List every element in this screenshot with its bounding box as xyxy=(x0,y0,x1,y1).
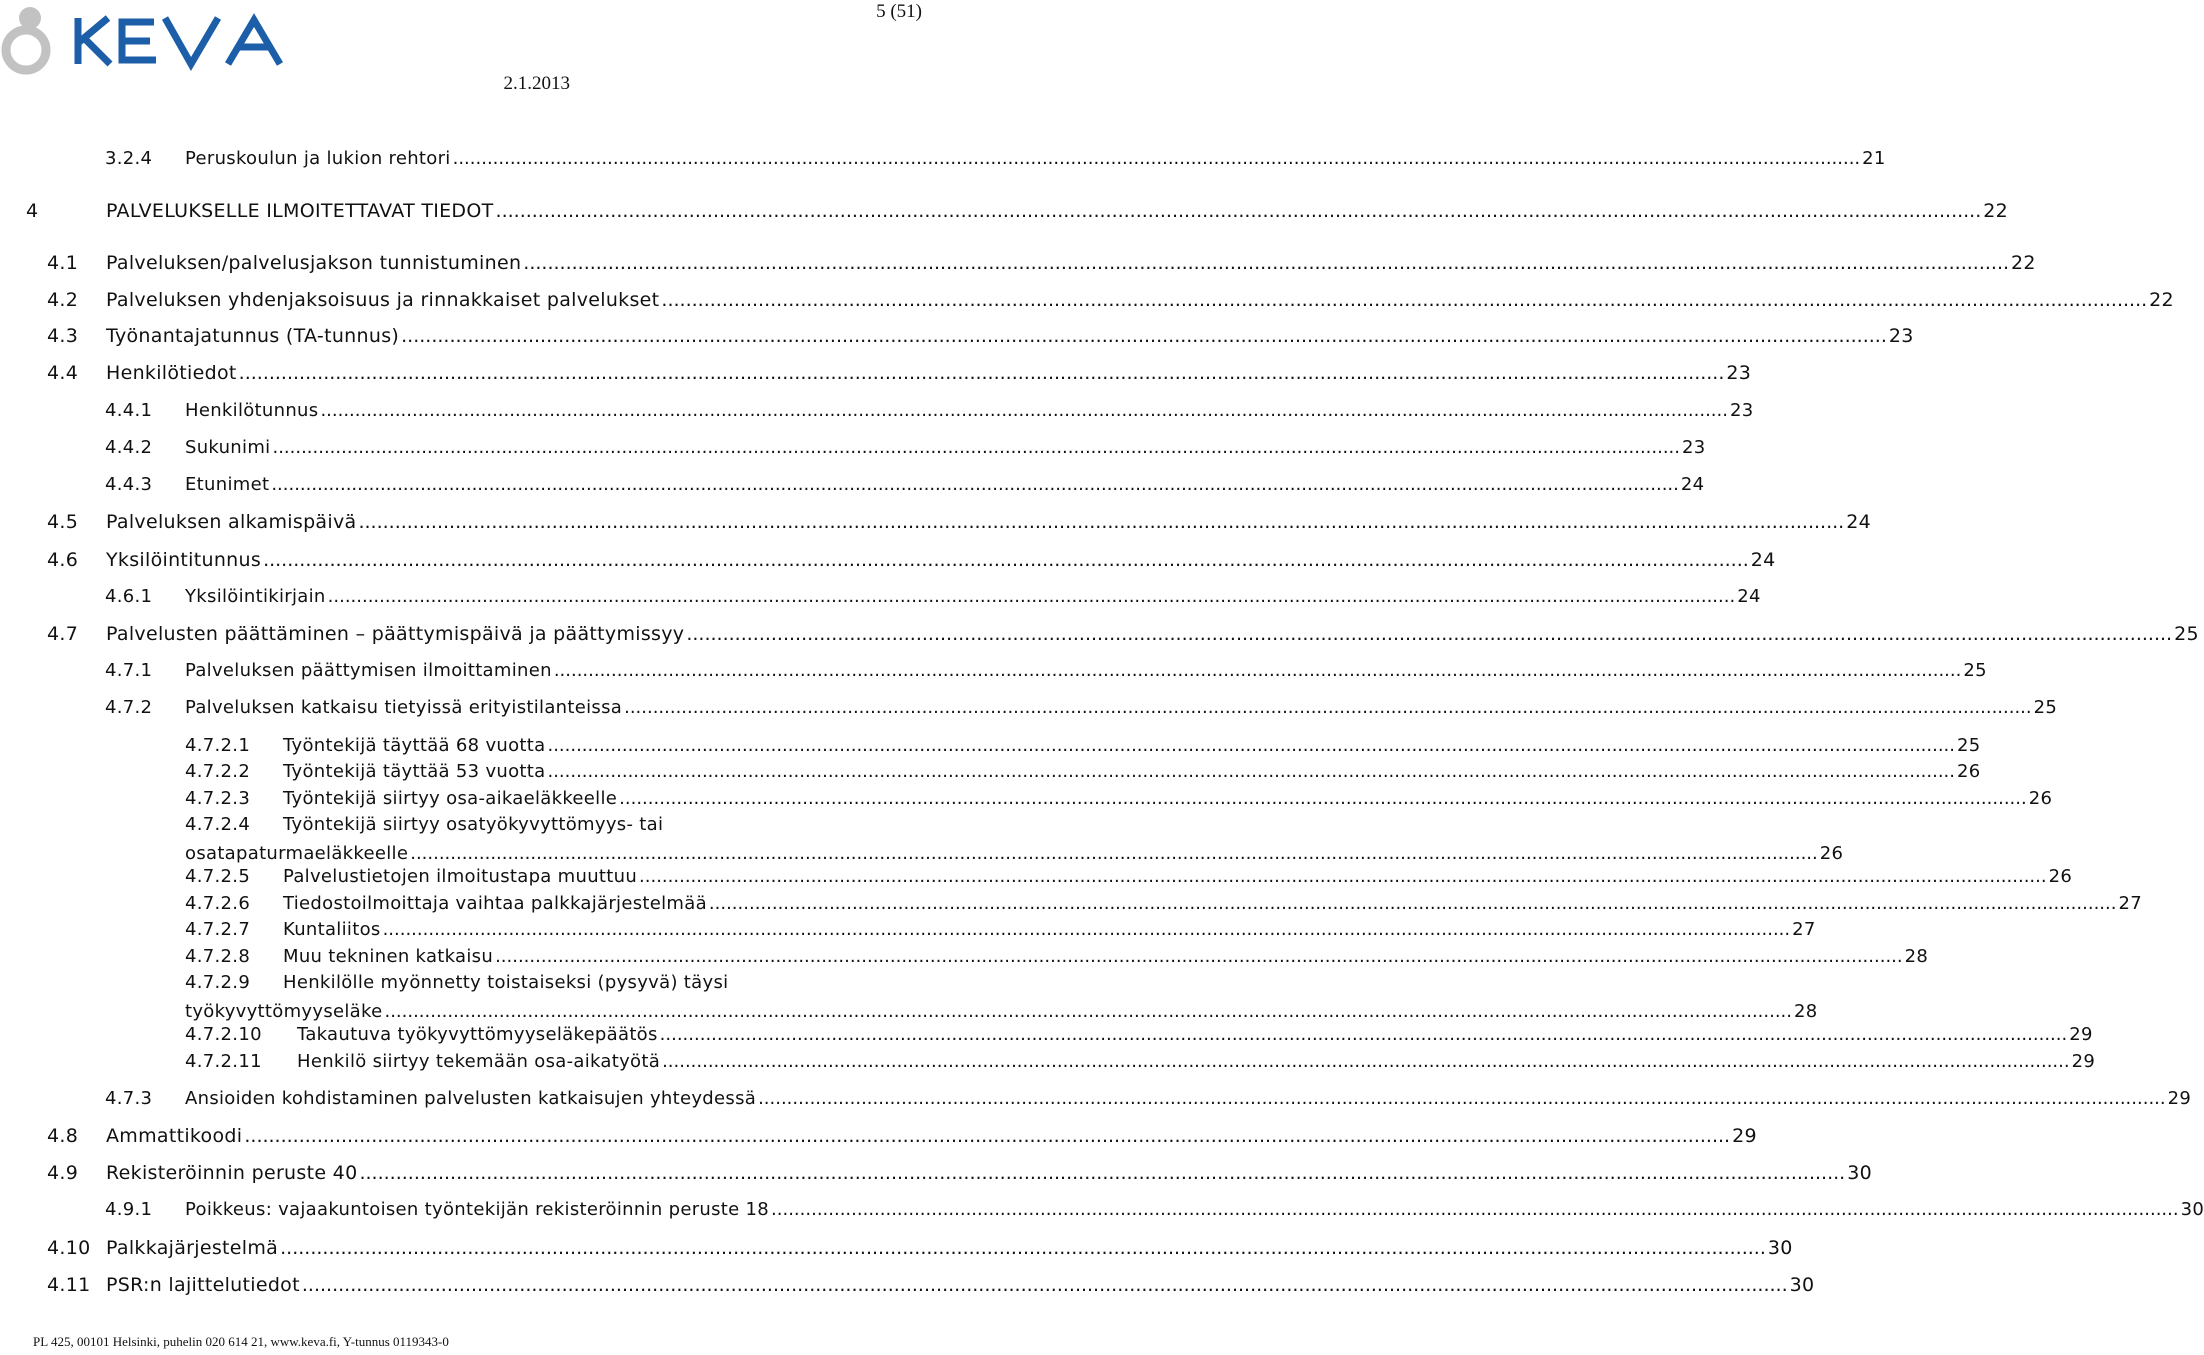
toc-entry xyxy=(185,735,1981,756)
toc-entry-line xyxy=(185,1199,2204,1220)
toc-entry-title: Poikkeus: vajaakuntoisen työntekijän rekisteröinnin peruste 18 xyxy=(185,1199,770,1220)
toc-entry-number: 4.6.1 xyxy=(105,586,153,607)
toc-entry-page: 25 xyxy=(2033,697,2058,718)
toc-entry-body xyxy=(106,252,2036,274)
toc-entry-body xyxy=(106,1125,1757,1147)
toc-entry xyxy=(47,252,2036,274)
toc-entry-number: 4.4.3 xyxy=(105,474,153,495)
toc-leader-dots xyxy=(271,474,1679,495)
toc-entry xyxy=(105,400,1754,421)
toc-entry-number: 4.1 xyxy=(47,252,79,274)
toc-leader-dots xyxy=(263,549,1749,571)
toc-entry-page: 26 xyxy=(1819,843,1844,864)
toc-entry-page: 28 xyxy=(1794,1001,1818,1022)
toc-entry-body xyxy=(185,1088,2192,1109)
toc-leader-dots xyxy=(272,437,1680,458)
page-number: 5 (51) xyxy=(876,1,922,22)
toc-entry-page: 25 xyxy=(1963,660,1987,681)
toc-entry-body xyxy=(106,289,2174,311)
toc-entry-page: 22 xyxy=(2011,252,2036,274)
toc-entry-number: 4.7.1 xyxy=(105,660,153,681)
toc-entry-body xyxy=(283,788,2053,809)
toc-entry xyxy=(105,474,1705,495)
toc-leader-dots xyxy=(496,200,1982,222)
toc-entry-body xyxy=(185,474,1705,495)
toc-entry-page: 27 xyxy=(1792,919,1816,940)
toc-entry-title: PSR:n lajittelutiedot xyxy=(106,1274,300,1296)
toc-entry-title-continued: osatapaturmaeläkkeelle xyxy=(185,843,409,864)
toc-entry-title: Työntekijä täyttää 68 vuotta xyxy=(283,735,546,756)
toc-entry-body xyxy=(283,919,1816,940)
toc-entry-page: 24 xyxy=(1846,511,1871,533)
toc-entry-body xyxy=(185,660,1987,681)
toc-entry-title-continued: työkyvyttömyyseläke xyxy=(185,1001,383,1022)
toc-entry-page: 26 xyxy=(2048,866,2073,887)
toc-entry-number: 4.7.2.2 xyxy=(185,761,251,782)
toc-entry-line xyxy=(283,893,2142,914)
toc-entry-line xyxy=(106,252,2036,274)
toc-entry-number: 4.7.2.8 xyxy=(185,946,251,967)
toc-entry-page: 30 xyxy=(1847,1162,1872,1184)
toc-entry-page: 23 xyxy=(1888,325,1914,347)
toc-entry-title: Palveluksen päättymisen ilmoittaminen xyxy=(185,660,552,681)
toc-entry-title: Henkilölle myönnetty toistaiseksi (pysyvä) täysi xyxy=(283,972,729,993)
toc-entry-body xyxy=(185,586,1761,607)
toc-entry xyxy=(185,893,2142,914)
toc-entry-title: Tiedostoilmoittaja vaihtaa palkkajärjestelmää xyxy=(283,893,707,914)
toc-entry-body xyxy=(185,437,1706,458)
toc-entry-page: 25 xyxy=(2174,623,2199,645)
toc-entry-number: 4.4.2 xyxy=(105,437,153,458)
toc-entry-number: 4.7.2.7 xyxy=(185,919,251,940)
toc-entry-body xyxy=(185,148,1886,169)
toc-entry-title: PALVELUKSELLE ILMOITETTAVAT TIEDOT xyxy=(106,200,494,222)
toc-entry-page: 28 xyxy=(1904,946,1929,967)
toc-entry-number: 4.7.2.11 xyxy=(185,1051,262,1072)
toc-entry-line2 xyxy=(185,843,1844,864)
toc-entry-number: 4.9 xyxy=(47,1162,79,1184)
toc-entry-body xyxy=(106,623,2199,645)
toc-leader-dots xyxy=(410,843,1818,864)
toc-entry-line xyxy=(106,549,1776,571)
toc-entry-title: Sukunimi xyxy=(185,437,271,458)
toc-entry-page: 30 xyxy=(2180,1199,2204,1220)
toc-leader-dots xyxy=(401,325,1887,347)
toc-entry-body xyxy=(106,362,1752,384)
toc-entry-body xyxy=(106,200,2009,222)
toc-entry xyxy=(185,788,2053,809)
toc-entry-number: 4.7.2.9 xyxy=(185,972,251,993)
toc-entry-title: Ansioiden kohdistaminen palvelusten katkaisujen yhteydessä xyxy=(185,1088,757,1109)
toc-entry-page: 24 xyxy=(1750,549,1776,571)
toc-entry-number: 4.7.2.6 xyxy=(185,893,251,914)
toc-entry-body xyxy=(106,511,1871,533)
toc-entry-page: 26 xyxy=(1957,761,1981,782)
toc-entry-number: 4.4 xyxy=(47,362,79,384)
toc-entry-page: 29 xyxy=(2069,1024,2093,1045)
toc-entry-line xyxy=(185,1088,2192,1109)
toc-entry-title: Henkilötiedot xyxy=(106,362,237,384)
toc-entry-number: 3.2.4 xyxy=(105,148,153,169)
toc-entry-number: 4 xyxy=(26,200,39,222)
footer-contact: PL 425, 00101 Helsinki, puhelin 020 614 21, www.keva.fi, Y-tunnus 0119343-0 xyxy=(33,1334,449,1349)
toc-entry-page: 23 xyxy=(1726,362,1752,384)
toc-leader-dots xyxy=(302,1274,1788,1296)
toc-leader-dots xyxy=(639,866,2047,887)
toc-entry xyxy=(185,814,1844,864)
toc-entry-page: 27 xyxy=(2118,893,2142,914)
toc-entry-title: Palvelusten päättäminen – päättymispäivä ja päättymissyy xyxy=(106,623,685,645)
toc-entry xyxy=(105,660,1987,681)
document-date: 2.1.2013 xyxy=(503,73,570,94)
toc-leader-dots xyxy=(547,735,1955,756)
toc-entry-body xyxy=(185,697,2058,718)
toc-entry-line xyxy=(106,325,1914,347)
toc-leader-dots xyxy=(359,1162,1845,1184)
toc-entry-title: Henkilö siirtyy tekemään osa-aikatyötä xyxy=(297,1051,661,1072)
toc-entry-title: Peruskoulun ja lukion rehtori xyxy=(185,148,451,169)
toc-entry xyxy=(185,1024,2093,1045)
toc-leader-dots xyxy=(239,362,1725,384)
toc-entry xyxy=(47,325,1914,347)
toc-entry xyxy=(185,919,1816,940)
toc-entry-title: Palveluksen yhdenjaksoisuus ja rinnakkaiset palvelukset xyxy=(106,289,660,311)
toc-entry-number: 4.7.2 xyxy=(105,697,153,718)
toc-leader-dots xyxy=(244,1125,1730,1147)
toc-entry-number: 4.11 xyxy=(47,1274,91,1296)
toc-entry-body xyxy=(185,1199,2204,1220)
toc-entry xyxy=(185,972,1818,1022)
toc-entry-body xyxy=(106,1237,1793,1259)
toc-entry-number: 4.7 xyxy=(47,623,79,645)
toc-entry xyxy=(185,1051,2096,1072)
toc-entry-body xyxy=(297,1051,2096,1072)
toc-entry-line2 xyxy=(185,1001,1818,1022)
toc-entry-number: 4.6 xyxy=(47,549,79,571)
toc-entry-number: 4.3 xyxy=(47,325,79,347)
toc-entry-title: Palvelustietojen ilmoitustapa muuttuu xyxy=(283,866,638,887)
toc-entry-line xyxy=(185,437,1706,458)
toc-entry-line xyxy=(106,200,2009,222)
toc-entry xyxy=(105,697,2058,718)
toc-entry-number: 4.7.2.10 xyxy=(185,1024,262,1045)
toc-entry-title: Henkilötunnus xyxy=(185,400,319,421)
toc-entry-page: 30 xyxy=(1767,1237,1793,1259)
toc-entry-title: Yksilöintitunnus xyxy=(106,549,262,571)
toc-entry-page: 29 xyxy=(1732,1125,1757,1147)
toc-entry-line xyxy=(106,511,1871,533)
toc-entry-body xyxy=(185,400,1754,421)
toc-entry-line xyxy=(106,1274,1815,1296)
toc-entry-title: Työnantajatunnus (TA-tunnus) xyxy=(106,325,400,347)
toc-entry-number: 4.7.2.5 xyxy=(185,866,251,887)
toc-entry-line xyxy=(283,761,1981,782)
toc-entry-number: 4.10 xyxy=(47,1237,91,1259)
toc-entry xyxy=(185,866,2073,887)
toc-leader-dots xyxy=(624,697,2032,718)
toc-entry-title: Palkkajärjestelmä xyxy=(106,1237,279,1259)
toc-entry-number: 4.8 xyxy=(47,1125,79,1147)
toc-entry-page: 21 xyxy=(1862,148,1886,169)
toc-entry-line xyxy=(185,474,1705,495)
toc-entry xyxy=(47,1237,1793,1259)
toc-entry-body xyxy=(106,1162,1872,1184)
toc-entry-number: 4.5 xyxy=(47,511,79,533)
toc-entry xyxy=(105,586,1761,607)
toc-leader-dots xyxy=(758,1088,2166,1109)
toc-entry-body xyxy=(106,1274,1815,1296)
toc-entry-number: 4.7.2.1 xyxy=(185,735,251,756)
toc-leader-dots xyxy=(686,623,2172,645)
toc-entry-title: Rekisteröinnin peruste 40 xyxy=(106,1162,358,1184)
toc-entry-title: Kuntaliitos xyxy=(283,919,381,940)
toc-entry-body xyxy=(106,549,1776,571)
toc-entry-line xyxy=(185,148,1886,169)
toc-entry xyxy=(105,1088,2192,1109)
toc-leader-dots xyxy=(554,660,1962,681)
toc-leader-dots xyxy=(523,252,2009,274)
toc-leader-dots xyxy=(280,1237,1766,1259)
toc-entry-number: 4.7.3 xyxy=(105,1088,153,1109)
toc-entry-line xyxy=(106,1162,1872,1184)
toc-entry-line xyxy=(106,1125,1757,1147)
toc-leader-dots xyxy=(328,586,1736,607)
toc-entry xyxy=(105,1199,2204,1220)
toc-entry xyxy=(47,1125,1757,1147)
toc-entry-number: 4.9.1 xyxy=(105,1199,153,1220)
toc-entry-title: Takautuva työkyvyttömyyseläkepäätös xyxy=(297,1024,658,1045)
toc-entry-title: Työntekijä siirtyy osa-aikaeläkkeelle xyxy=(283,788,618,809)
toc-entry xyxy=(105,437,1706,458)
toc-entry-line xyxy=(185,697,2058,718)
toc-entry-page: 26 xyxy=(2028,788,2053,809)
toc-leader-dots xyxy=(660,1024,2068,1045)
toc-entry-title: Yksilöintikirjain xyxy=(185,586,326,607)
toc-entry-line xyxy=(106,623,2199,645)
toc-entry-page: 24 xyxy=(1737,586,1761,607)
toc-entry xyxy=(185,946,1929,967)
toc-entry-page: 29 xyxy=(2167,1088,2192,1109)
toc-entry-page: 24 xyxy=(1680,474,1705,495)
toc-entry-page: 22 xyxy=(1983,200,2009,222)
toc-leader-dots xyxy=(320,400,1728,421)
toc-entry-body xyxy=(297,1024,2093,1045)
toc-leader-dots xyxy=(495,946,1903,967)
toc-entry-line xyxy=(185,400,1754,421)
toc-entry-title: Palveluksen katkaisu tietyissä erityistilanteissa xyxy=(185,697,623,718)
toc-entry-title: Muu tekninen katkaisu xyxy=(283,946,494,967)
toc-entry-line xyxy=(297,1024,2093,1045)
toc-entry-line xyxy=(106,289,2174,311)
toc-entry xyxy=(26,200,2009,222)
toc-entry-line xyxy=(283,919,1816,940)
toc-entry-line xyxy=(283,946,1929,967)
toc-entry-title: Palveluksen/palvelusjakson tunnistuminen xyxy=(106,252,522,274)
toc-entry-title: Työntekijä täyttää 53 vuotta xyxy=(283,761,546,782)
toc-entry-number: 4.2 xyxy=(47,289,79,311)
toc-entry xyxy=(105,148,1886,169)
toc-leader-dots xyxy=(383,919,1791,940)
toc-entry-title: Etunimet xyxy=(185,474,270,495)
toc-entry-body xyxy=(283,946,1929,967)
toc-entry xyxy=(47,362,1752,384)
toc-entry-line xyxy=(106,1237,1793,1259)
toc-entry-body xyxy=(283,866,2073,887)
toc-entry xyxy=(47,1274,1815,1296)
toc-entry xyxy=(47,1162,1872,1184)
toc-entry-line xyxy=(283,735,1981,756)
toc-leader-dots xyxy=(619,788,2027,809)
toc-leader-dots xyxy=(661,289,2147,311)
toc-entry-page: 25 xyxy=(1957,735,1981,756)
toc-entry-number: 4.7.2.4 xyxy=(185,814,251,835)
toc-entry-page: 30 xyxy=(1789,1274,1815,1296)
toc-leader-dots xyxy=(709,893,2117,914)
toc-leader-dots xyxy=(662,1051,2070,1072)
toc-entry xyxy=(47,511,1871,533)
toc-entry xyxy=(47,623,2199,645)
toc-leader-dots xyxy=(547,761,1955,782)
toc-entry-body xyxy=(283,761,1981,782)
toc-entry-title: Palveluksen alkamispäivä xyxy=(106,511,357,533)
toc-entry-body xyxy=(283,893,2142,914)
toc-entry-page: 23 xyxy=(1729,400,1754,421)
toc-entry-line xyxy=(283,788,2053,809)
toc-entry-page: 22 xyxy=(2149,289,2174,311)
toc-leader-dots xyxy=(453,148,1861,169)
toc-entry-line xyxy=(106,362,1752,384)
toc-entry-title: Ammattikoodi xyxy=(106,1125,243,1147)
toc-leader-dots xyxy=(771,1199,2179,1220)
toc-leader-dots xyxy=(384,1001,1792,1022)
toc-entry-line xyxy=(283,866,2073,887)
toc-entry-page: 23 xyxy=(1682,437,1706,458)
toc-entry-title: Työntekijä siirtyy osatyökyvyttömyys- tai xyxy=(283,814,664,835)
toc-entry-number: 4.4.1 xyxy=(105,400,153,421)
toc-leader-dots xyxy=(358,511,1844,533)
toc-entry-page: 29 xyxy=(2071,1051,2096,1072)
toc-entry-line xyxy=(185,586,1761,607)
toc-entry-line xyxy=(185,660,1987,681)
toc-entry-body xyxy=(283,735,1981,756)
toc-entry xyxy=(47,289,2174,311)
toc-entry xyxy=(47,549,1776,571)
toc-entry-body xyxy=(106,325,1914,347)
toc-entry xyxy=(185,761,1981,782)
toc-entry-number: 4.7.2.3 xyxy=(185,788,251,809)
toc-entry-line xyxy=(297,1051,2096,1072)
